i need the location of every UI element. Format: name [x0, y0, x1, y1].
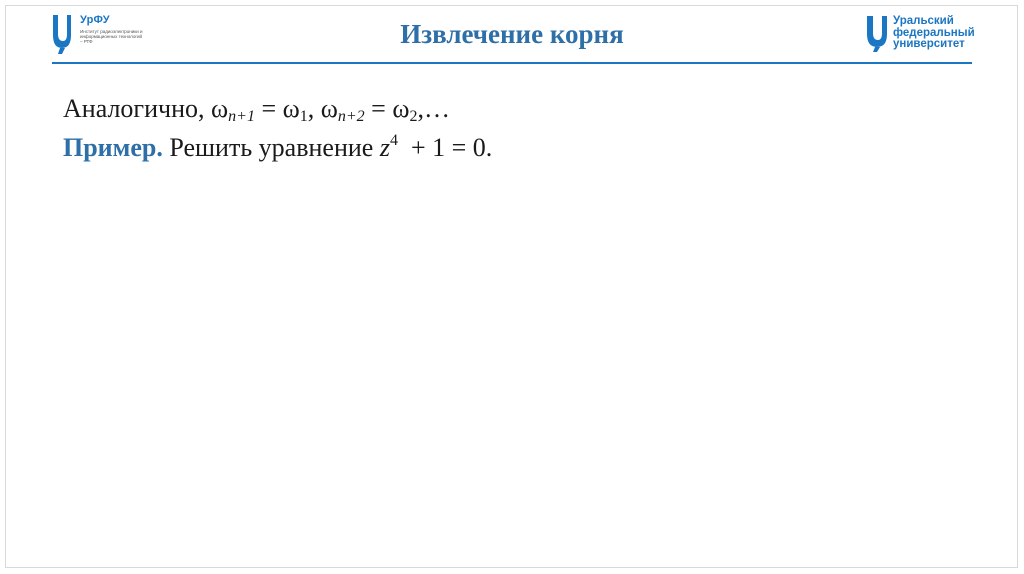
- omega-symbol: ω: [392, 94, 410, 123]
- subscript-1: 1: [299, 108, 308, 125]
- omega-symbol: ω: [320, 94, 338, 123]
- equation-rest: + 1 = 0.: [397, 133, 493, 162]
- institute-logo-name: УрФУ: [80, 14, 110, 26]
- university-logo: [866, 16, 986, 56]
- university-logo-line2: федеральный: [893, 26, 975, 39]
- text-line-example: [63, 133, 492, 163]
- header-divider: [52, 62, 972, 64]
- subscript-n-plus-1: n+1: [228, 108, 255, 125]
- comma: ,: [307, 94, 321, 123]
- university-logo-name: [893, 16, 975, 51]
- omega-symbol: ω: [282, 94, 300, 123]
- slide-frame: [5, 5, 1018, 568]
- ellipsis-tail: ,…: [417, 94, 450, 123]
- omega-symbol: ω: [211, 94, 229, 123]
- university-logo-line1: Уральский: [893, 15, 954, 27]
- example-text: Решить уравнение: [162, 133, 380, 162]
- page-title: Извлечение корня: [400, 19, 624, 49]
- variable-z: z: [379, 133, 390, 162]
- equals-sign: =: [364, 94, 393, 123]
- exponent-4: 4: [389, 132, 398, 149]
- slide-header: [0, 0, 1024, 66]
- subscript-n-plus-2: n+2: [337, 108, 365, 125]
- example-label: Пример.: [63, 133, 163, 162]
- institute-logo-subtitle: Институт радиоэлектроники и информационных технологий – РТФ: [80, 29, 143, 45]
- university-logo-line3: университет: [893, 38, 965, 50]
- text-line-analogy: [63, 94, 450, 124]
- urfu-u-logo-icon: [866, 16, 888, 52]
- equals-sign: =: [254, 94, 283, 123]
- subscript-2: 2: [409, 108, 418, 125]
- analogy-lead: Аналогично,: [63, 94, 212, 123]
